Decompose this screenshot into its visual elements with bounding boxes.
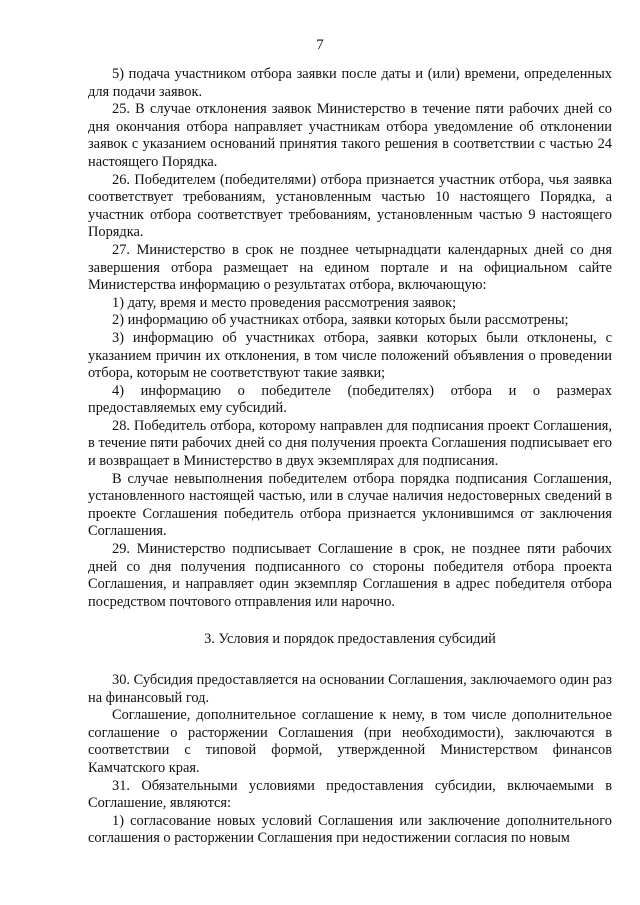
paragraph-28: 28. Победитель отбора, которому направлен для подписания проект Соглашения, в течение пяти рабочих дней со дня получения проекта Соглашения подписывает его и возвращает в Министерство в двух экземплярах для подписания.	[88, 417, 612, 470]
paragraph-28-continued: В случае невыполнения победителем отбора порядка подписания Соглашения, установленного настоящей частью, или в случае наличия недостоверных сведений в проекте Соглашения победитель отбора признается уклонившимся от заключения Соглашения.	[88, 470, 612, 540]
paragraph-31-item-1: 1) согласование новых условий Соглашения или заключение дополнительного соглашения о расторжении Соглашения при недостижении согласия по новым	[88, 812, 612, 847]
paragraph-27-item-4: 4) информацию о победителе (победителях) отбора и о размерах предоставляемых ему субсидий.	[88, 382, 612, 417]
paragraph-30-continued: Соглашение, дополнительное соглашение к нему, в том числе дополнительное соглашение о расторжении Соглашения (при необходимости), заключаются в соответствии с типовой формой, утвержденной Министерством финансов Камчатского края.	[88, 707, 612, 776]
page-number: 7	[316, 37, 324, 53]
paragraph-30: 30. Субсидия предоставляется на основании Соглашения, заключаемого один раз на финансовый год.	[88, 672, 612, 706]
paragraph-25: 25. В случае отклонения заявок Министерство в течение пяти рабочих дней со дня окончания отбора направляет участникам отбора уведомление об отклонении заявок с указанием оснований принятия такого решения в соответствии с частью 24 настоящего Порядка.	[88, 101, 612, 170]
paragraph-26: 26. Победителем (победителями) отбора признается участник отбора, чья заявка соответствует требованиям, установленным частью 10 настоящего Порядка, а участник отбора соответствует требованиям, установленным частью 9 настоящего Порядка.	[88, 171, 612, 241]
paragraph-31: 31. Обязательными условиями предоставления субсидии, включаемыми в Соглашение, являются:	[88, 777, 612, 812]
paragraph-27: 27. Министерство в срок не позднее четырнадцати календарных дней со дня завершения отбора размещает на едином портале и на официальном сайте Министерства информацию о результатах отбора, включающую:	[88, 241, 612, 294]
paragraph-27-item-2: 2) информацию об участниках отбора, заявки которых были рассмотрены;	[112, 312, 569, 329]
paragraph-29: 29. Министерство подписывает Соглашение в срок, не позднее пяти рабочих дней со дня получения подписанного со стороны победителя отбора проекта Соглашения, и направляет один экземпляр Соглашения в адрес победителя отбора посредством почтового отправления или нарочно.	[88, 541, 612, 610]
section-heading: 3. Условия и порядок предоставления субсидий	[204, 631, 496, 648]
paragraph-item-5: 5) подача участником отбора заявки после даты и (или) времени, определенных для подачи заявок.	[88, 66, 612, 100]
document-body	[88, 66, 612, 848]
paragraph-27-item-3: 3) информацию об участниках отбора, заявки которых были отклонены, с указанием причин их отклонения, в том числе положений объявления о проведении отбора, которым не соответствуют такие заявки;	[88, 329, 612, 382]
paragraph-27-item-1: 1) дату, время и место проведения рассмотрения заявок;	[112, 294, 457, 311]
